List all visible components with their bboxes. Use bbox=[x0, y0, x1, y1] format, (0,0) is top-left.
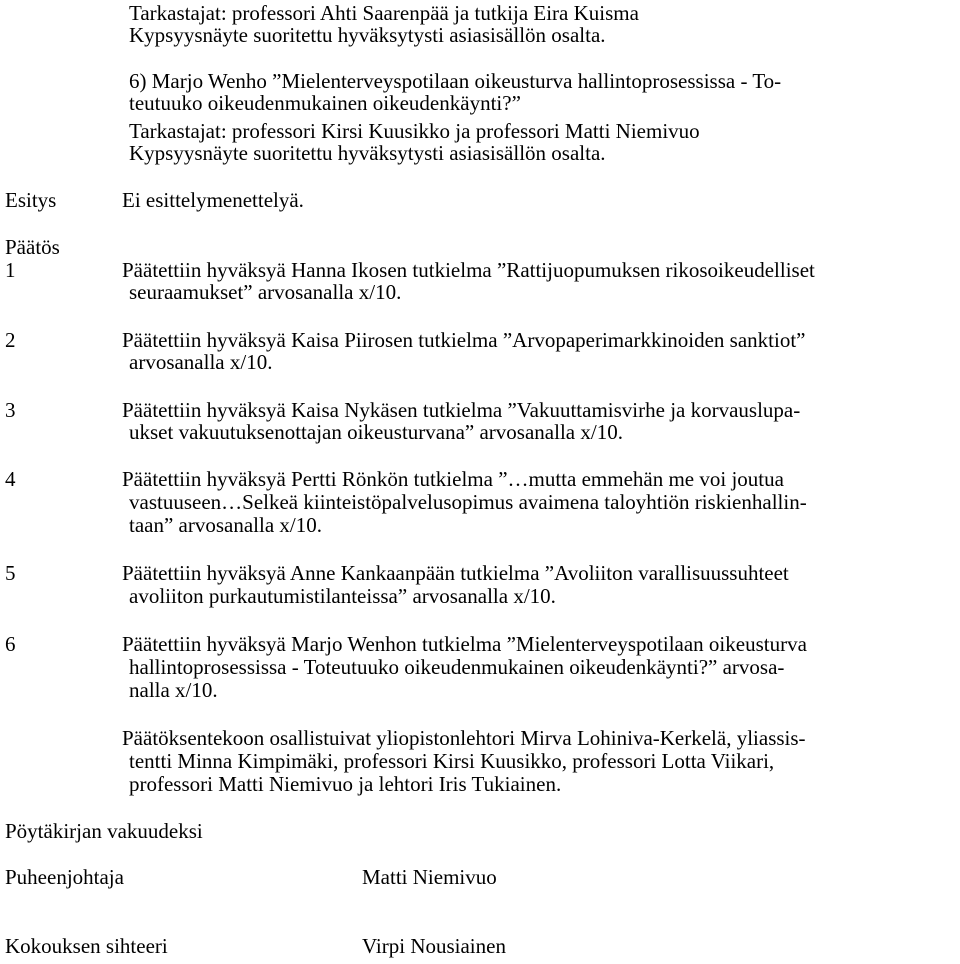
item-line: ukset vakuutuksenottajan oikeusturvana” arvosanalla x/10. bbox=[129, 420, 623, 444]
maturity-test-line: Kypsyysnäyte suoritettu hyväksytysti asiasisällön osalta. bbox=[129, 23, 606, 47]
inspectors-line: Tarkastajat: professori Ahti Saarenpää ja tutkija Eira Kuisma bbox=[129, 1, 639, 25]
item-line: avoliiton purkautumistilanteissa” arvosanalla x/10. bbox=[129, 584, 556, 608]
item-line: hallintoprosessissa - Toteutuuko oikeudenmukainen oikeudenkäynti?” arvosa- bbox=[129, 655, 785, 679]
secretary-role: Kokouksen sihteeri bbox=[5, 934, 168, 958]
participants-line: professori Matti Niemivuo ja lehtori Iris Tukiainen. bbox=[129, 772, 562, 796]
signatures-heading: Pöytäkirjan vakuudeksi bbox=[5, 819, 203, 843]
item-number: 5 bbox=[5, 561, 16, 585]
item-line: Päätettiin hyväksyä Kaisa Piirosen tutkielma ”Arvopaperimarkkinoiden sanktiot” bbox=[122, 328, 806, 352]
item-number: 4 bbox=[5, 467, 16, 491]
item-number: 3 bbox=[5, 398, 16, 422]
item-line: vastuuseen…Selkeä kiinteistöpalvelusopimus avaimena taloyhtiön riskienhallin- bbox=[129, 490, 807, 514]
thesis-6-title-line-1: 6) Marjo Wenho ”Mielenterveyspotilaan oikeusturva hallintoprosessissa - To- bbox=[129, 69, 782, 93]
thesis-6-title-line-2: teutuuko oikeudenmukainen oikeudenkäynti?” bbox=[129, 91, 521, 115]
chair-role: Puheenjohtaja bbox=[5, 865, 124, 889]
item-line: Päätettiin hyväksyä Marjo Wenhon tutkielma ”Mielenterveyspotilaan oikeusturva bbox=[122, 632, 807, 656]
esitys-text: Ei esittelymenettelyä. bbox=[122, 188, 304, 212]
item-line: Päätettiin hyväksyä Hanna Ikosen tutkielma ”Rattijuopumuksen rikosoikeudelliset bbox=[122, 258, 815, 282]
item-line: Päätettiin hyväksyä Kaisa Nykäsen tutkielma ”Vakuuttamisvirhe ja korvauslupa- bbox=[122, 398, 801, 422]
participants-line: tentti Minna Kimpimäki, professori Kirsi Kuusikko, professori Lotta Viikari, bbox=[129, 749, 775, 773]
item-line: Päätettiin hyväksyä Anne Kankaanpään tutkielma ”Avoliiton varallisuussuhteet bbox=[122, 561, 789, 585]
item-line: taan” arvosanalla x/10. bbox=[129, 513, 322, 537]
paatos-label: Päätös bbox=[5, 235, 60, 259]
thesis-6-inspectors: Tarkastajat: professori Kirsi Kuusikko ja professori Matti Niemivuo bbox=[129, 119, 700, 143]
chair-name: Matti Niemivuo bbox=[362, 865, 497, 889]
item-number: 2 bbox=[5, 328, 16, 352]
item-number: 1 bbox=[5, 258, 16, 282]
item-number: 6 bbox=[5, 632, 16, 656]
item-line: arvosanalla x/10. bbox=[129, 350, 273, 374]
item-line: Päätettiin hyväksyä Pertti Rönkön tutkielma ”…mutta emmehän me voi joutua bbox=[122, 467, 784, 491]
secretary-name: Virpi Nousiainen bbox=[362, 934, 506, 958]
esitys-label: Esitys bbox=[5, 188, 57, 212]
item-line: seuraamukset” arvosanalla x/10. bbox=[129, 280, 402, 304]
item-line: nalla x/10. bbox=[129, 678, 218, 702]
participants-line: Päätöksentekoon osallistuivat yliopistonlehtori Mirva Lohiniva-Kerkelä, yliassis- bbox=[122, 726, 806, 750]
thesis-6-maturity-test: Kypsyysnäyte suoritettu hyväksytysti asiasisällön osalta. bbox=[129, 141, 606, 165]
